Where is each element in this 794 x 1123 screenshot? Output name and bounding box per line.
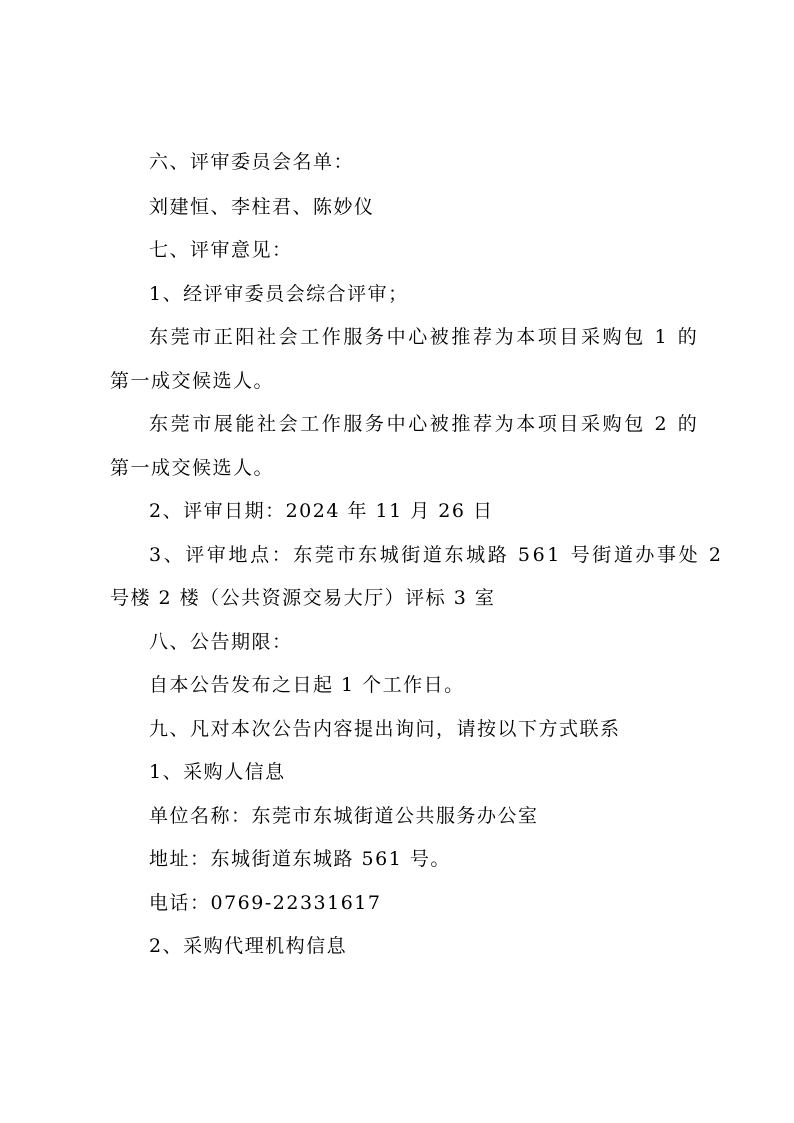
review-location: 3、评审地点：东莞市东城街道东城路 561 号街道办事处 2 (149, 544, 724, 566)
review-location-cont: 号楼 2 楼（公共资源交易大厅）评标 3 室 (110, 587, 496, 609)
section9-heading: 九、凡对本次公告内容提出询问，请按以下方式联系 (149, 718, 621, 740)
section6-heading: 六、评审委员会名单： (149, 151, 355, 173)
section8-heading: 八、公告期限： (149, 631, 293, 653)
purchaser-unit-name: 单位名称：东莞市东城街道公共服务办公室 (149, 805, 539, 827)
package1-recommendation: 东莞市正阳社会工作服务中心被推荐为本项目采购包 1 的 (149, 326, 700, 348)
committee-members: 刘建恒、李柱君、陈妙仪 (149, 196, 375, 218)
package2-recommendation-cont: 第一成交候选人。 (110, 457, 275, 479)
review-item-1: 1、经评审委员会综合评审； (149, 283, 409, 305)
purchaser-phone: 电话：0769-22331617 (149, 892, 382, 914)
review-date: 2、评审日期：2024 年 11 月 26 日 (149, 500, 494, 522)
package2-recommendation: 东莞市展能社会工作服务中心被推荐为本项目采购包 2 的 (149, 413, 700, 435)
package1-recommendation-cont: 第一成交候选人。 (110, 370, 275, 392)
section7-heading: 七、评审意见： (149, 239, 293, 261)
announcement-period: 自本公告发布之日起 1 个工作日。 (149, 674, 465, 696)
purchaser-info-heading: 1、采购人信息 (149, 761, 286, 783)
agency-info-heading: 2、采购代理机构信息 (149, 935, 348, 957)
purchaser-address: 地址：东城街道东城路 561 号。 (149, 848, 451, 870)
